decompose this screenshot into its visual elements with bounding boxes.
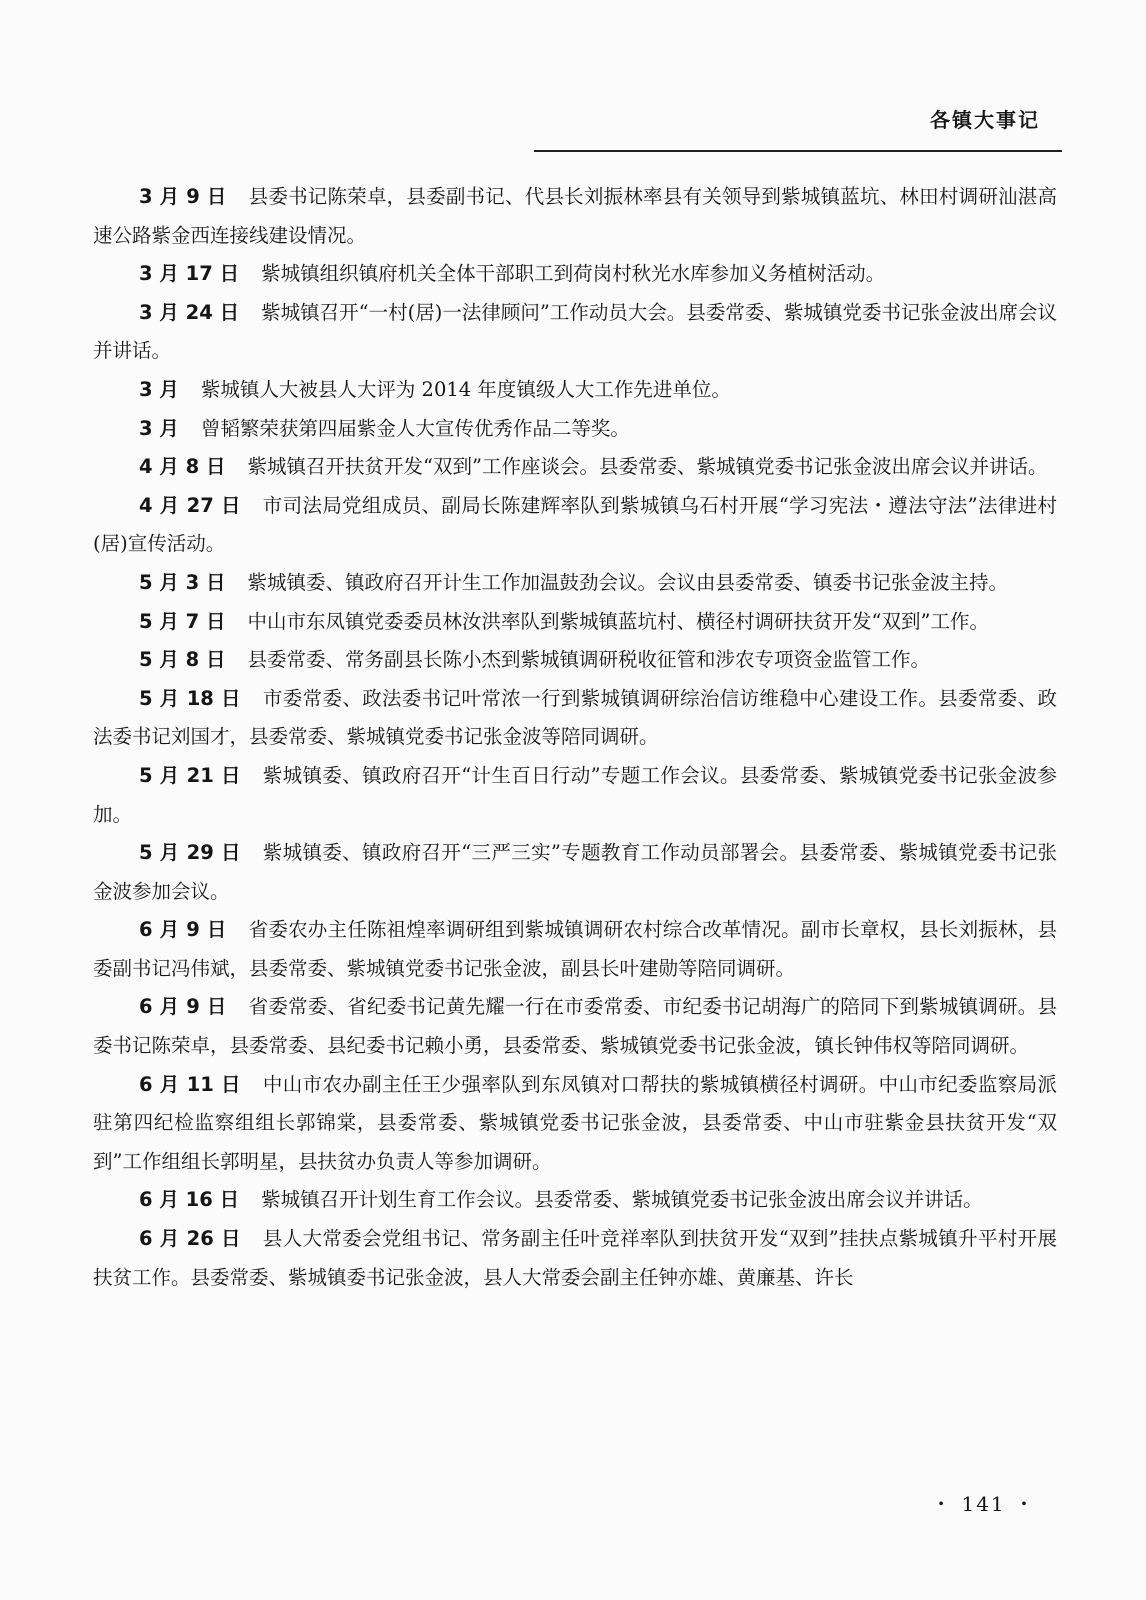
entry-text: 省委农办主任陈祖煌率调研组到紫城镇调研农村综合改革情况。副市长章权，县长刘振林，县委副书记冯伟斌，县委常委、紫城镇党委书记张金波，副县长叶建勋等陪同调研。: [93, 918, 1057, 980]
entry-date: 6 月 16 日: [139, 1188, 240, 1212]
entry: [93, 988, 1057, 1065]
entry-date: 4 月 8 日: [139, 455, 226, 479]
entry-text: 市司法局党组成员、副局长陈建辉率队到紫城镇乌石村开展“学习宪法・遵法守法”法律进村(居)宣传活动。: [93, 493, 1057, 556]
entry-date: 5 月 29 日: [139, 841, 241, 865]
entry-text: 紫城镇召开扶贫开发“双到”工作座谈会。县委常委、紫城镇党委书记张金波出席会议并讲话。: [247, 455, 1048, 479]
entry: [93, 603, 1057, 642]
entry-date: 3 月 24 日: [139, 300, 240, 324]
entry-text: 紫城镇召开计划生育工作会议。县委常委、紫城镇党委书记张金波出席会议并讲话。: [261, 1188, 983, 1212]
chronicle-entries: [93, 178, 1057, 1297]
entry: [93, 294, 1057, 371]
entry-date: 3 月 17 日: [139, 262, 240, 286]
page-number: ・ 141 ・: [931, 1492, 1036, 1516]
entry-date: 6 月 9 日: [139, 918, 227, 942]
entry: [93, 255, 1057, 294]
entry-text: 紫城镇人大被县人大评为 2014 年度镇级人大工作先进单位。: [200, 377, 731, 401]
entry: [93, 641, 1057, 680]
entry-text: 紫城镇委、镇政府召开“计生百日行动”专题工作会议。县委常委、紫城镇党委书记张金波参加。: [93, 763, 1057, 826]
entry-date: 6 月 26 日: [139, 1227, 241, 1251]
entry-text: 中山市东凤镇党委委员林汝洪率队到紫城镇蓝坑村、横径村调研扶贫开发“双到”工作。: [247, 609, 989, 633]
entry-date: 3 月: [139, 377, 179, 401]
entry-date: 5 月 8 日: [139, 648, 226, 672]
entry-text: 紫城镇召开“一村(居)一法律顾问”工作动员大会。县委常委、紫城镇党委书记张金波出席会议并讲话。: [93, 300, 1058, 363]
entry: [93, 178, 1057, 255]
entry: [93, 757, 1057, 834]
entry: [93, 834, 1057, 911]
entry-date: 4 月 27 日: [139, 493, 241, 517]
entry: [93, 564, 1057, 603]
entry-date: 3 月 9 日: [139, 185, 227, 208]
entry-text: 县人大常委会党组书记、常务副主任叶竞祥率队到扶贫开发“双到”挂扶点紫城镇升平村开展扶贫工作。县委常委、紫城镇委书记张金波，县人大常委会副主任钟亦雄、黄廉基、许长: [93, 1227, 1057, 1289]
entry: [93, 1066, 1057, 1182]
entry-text: 市委常委、政法委书记叶常浓一行到紫城镇调研综治信访维稳中心建设工作。县委常委、政法委书记刘国才，县委常委、紫城镇党委书记张金波等陪同调研。: [93, 686, 1057, 749]
entry-text: 省委常委、省纪委书记黄先耀一行在市委常委、市纪委书记胡海广的陪同下到紫城镇调研。县委书记陈荣卓，县委常委、县纪委书记赖小勇，县委常委、紫城镇党委书记张金波，镇长钟伟权等陪同调研。: [93, 995, 1057, 1058]
entry: [93, 680, 1057, 757]
entry-text: 曾韬繁荣获第四届紫金人大宣传优秀作品二等奖。: [200, 416, 630, 440]
entry: [93, 448, 1057, 487]
entry-date: 3 月: [139, 416, 179, 440]
entry: [93, 911, 1057, 988]
entry-date: 5 月 21 日: [139, 763, 241, 787]
entry-date: 5 月 18 日: [139, 686, 241, 710]
entry-date: 5 月 7 日: [139, 609, 226, 633]
section-title: 各镇大事记: [930, 108, 1040, 132]
entry-date: 6 月 9 日: [139, 995, 227, 1019]
entry-text: 紫城镇委、镇政府召开计生工作加温鼓劲会议。会议由县委常委、镇委书记张金波主持。: [247, 570, 1009, 594]
entry-text: 紫城镇委、镇政府召开“三严三实”专题教育工作动员部署会。县委常委、紫城镇党委书记张金波参加会议。: [93, 841, 1057, 903]
entry-text: 紫城镇组织镇府机关全体干部职工到荷岗村秋光水库参加义务植树活动。: [261, 262, 886, 286]
entry-text: 县委常委、常务副县长陈小杰到紫城镇调研税收征管和涉农专项资金监管工作。: [247, 648, 931, 672]
entry-date: 5 月 3 日: [139, 570, 226, 594]
entry: [93, 410, 1057, 449]
entry: [93, 371, 1057, 410]
entry: [93, 487, 1057, 564]
entry: [93, 1220, 1057, 1297]
entry: [93, 1181, 1057, 1220]
entry-text: 中山市农办副主任王少强率队到东凤镇对口帮扶的紫城镇横径村调研。中山市纪委监察局派驻第四纪检监察组组长郭锦棠，县委常委、紫城镇党委书记张金波，县委常委、中山市驻紫金县扶贫开发“双到”工作组组长郭明星，县扶贫办负责人等参加调研。: [93, 1072, 1057, 1173]
entry-text: 县委书记陈荣卓，县委副书记、代县长刘振林率县有关领导到紫城镇蓝坑、林田村调研汕湛高速公路紫金西连接线建设情况。: [93, 185, 1057, 247]
header-divider: [534, 150, 1062, 152]
entry-date: 6 月 11 日: [139, 1072, 241, 1096]
